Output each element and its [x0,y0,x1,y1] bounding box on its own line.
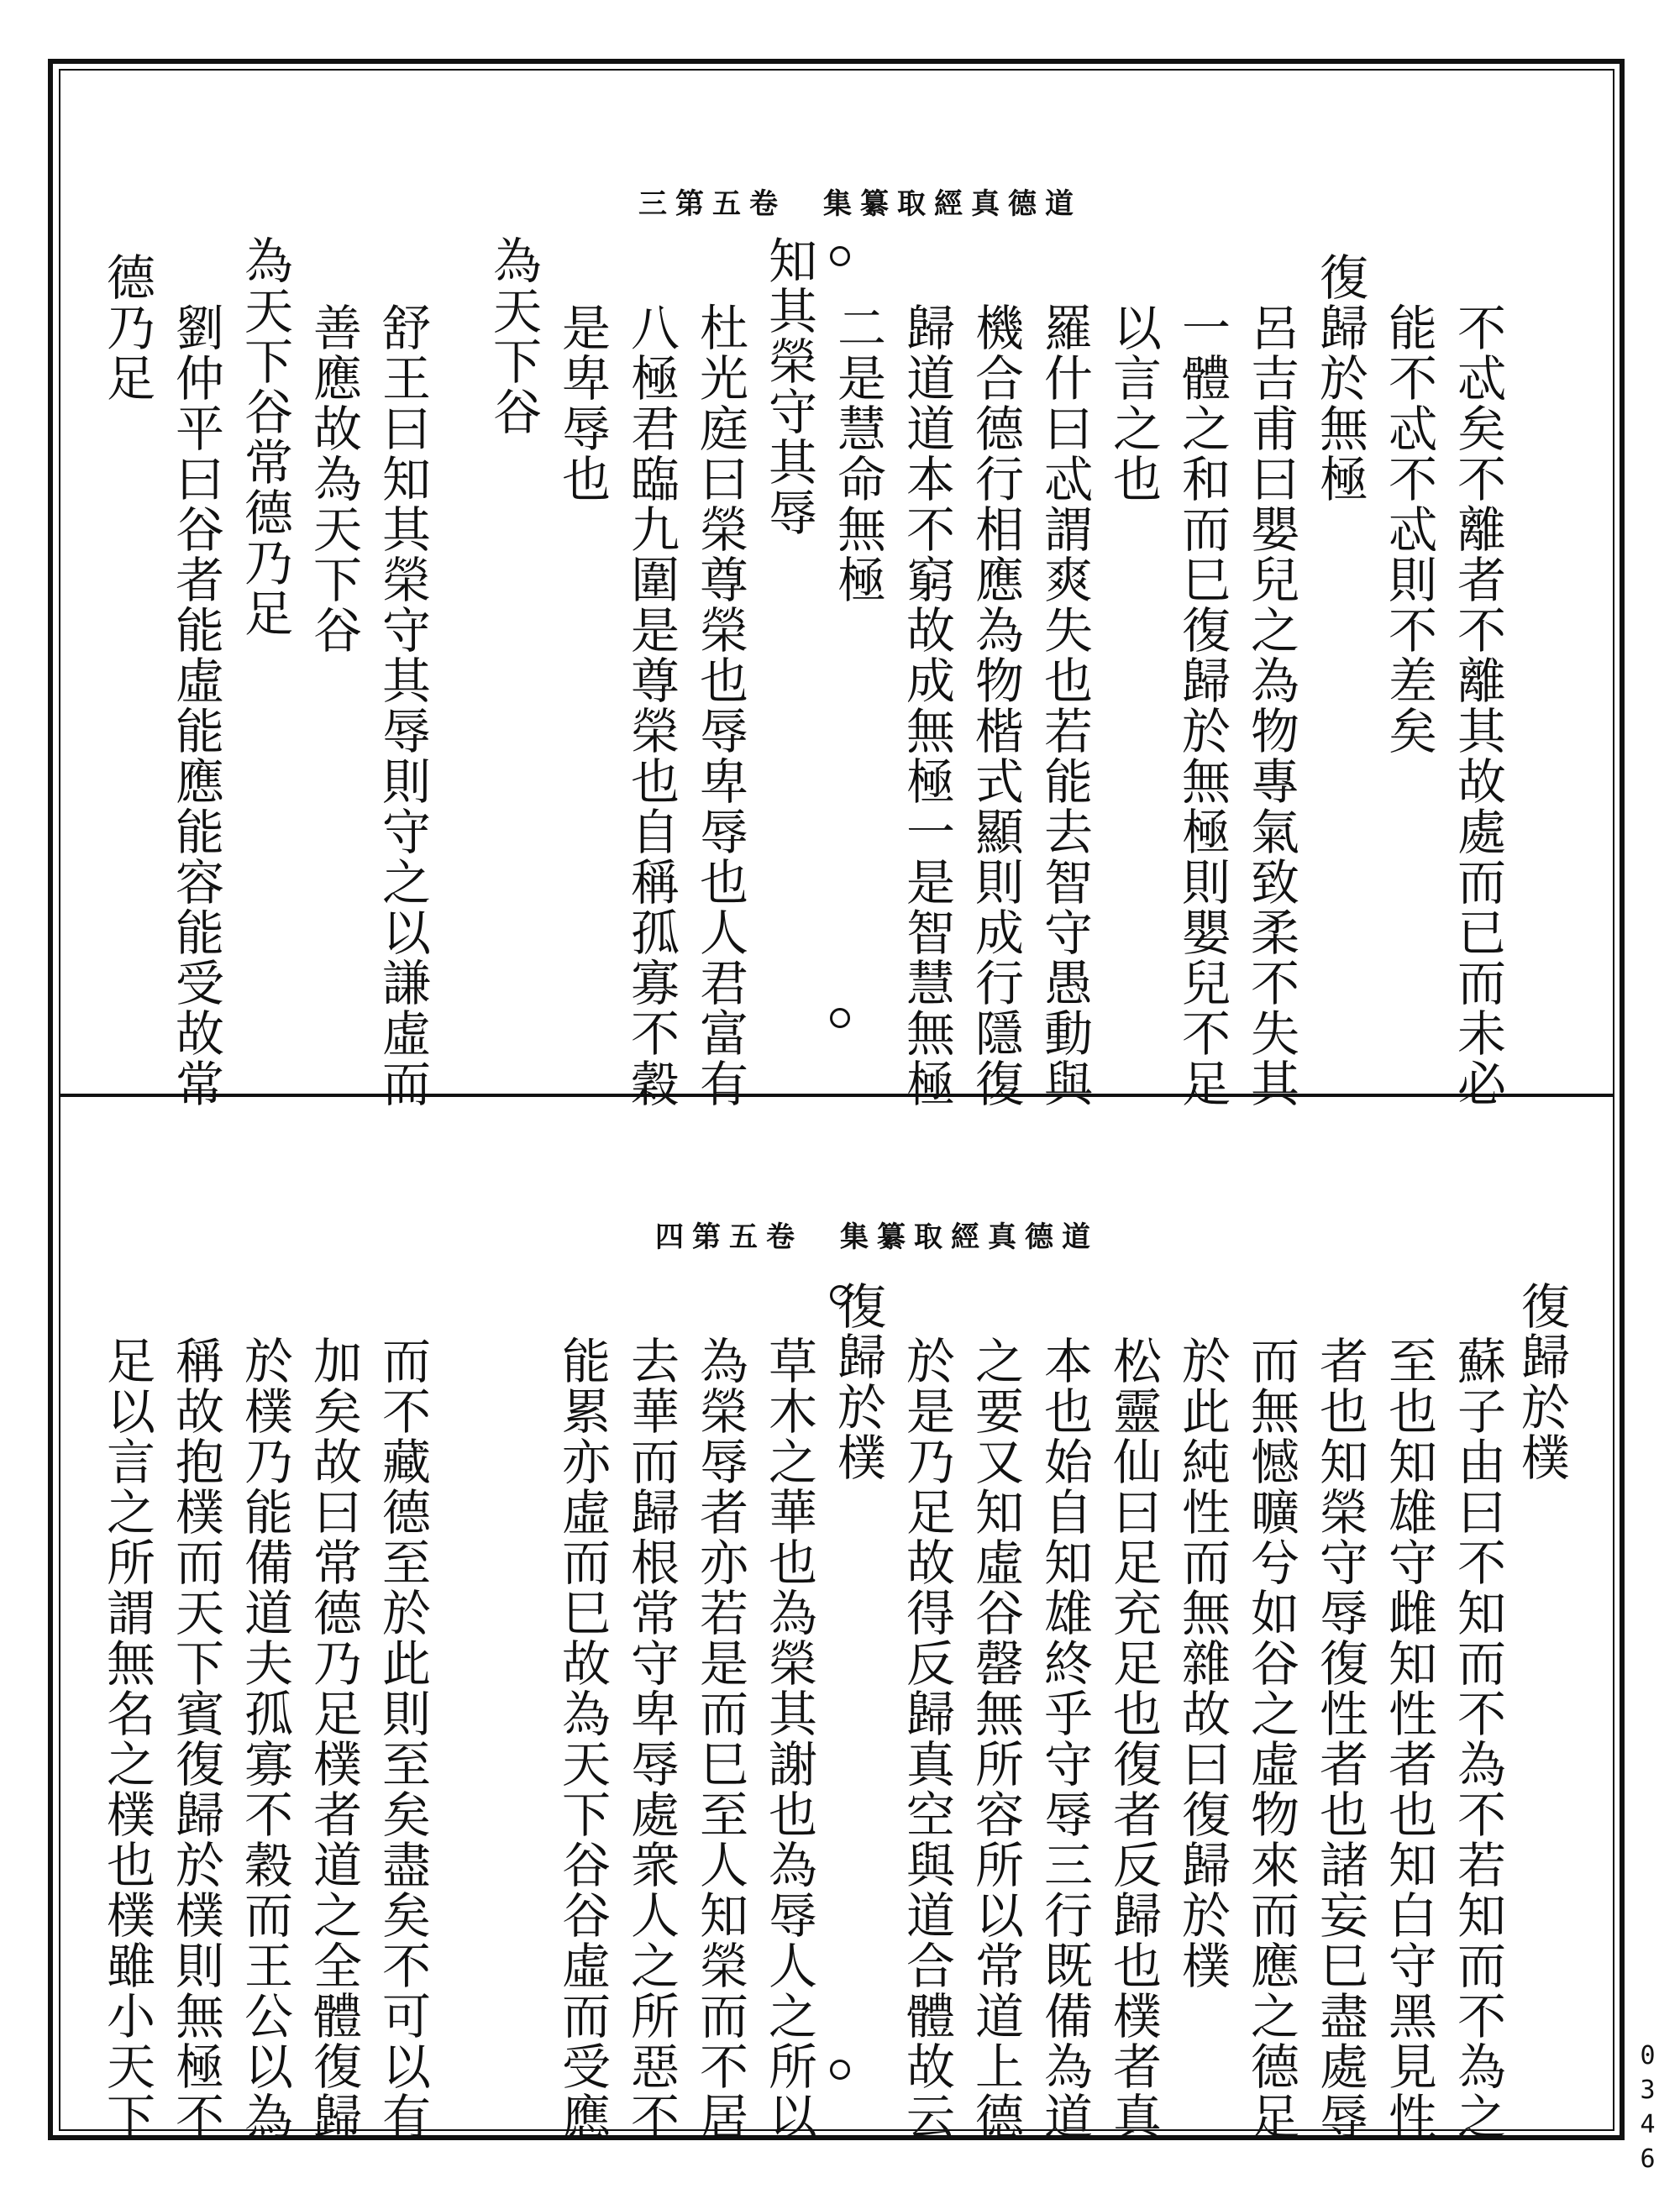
text-column: 機合德行相應為物楷式顯則成行隱復 [967,302,1024,1109]
circle-marker [830,2060,850,2080]
text-column: 稱故抱樸而天下賓復歸於樸則無極不 [167,1336,224,2142]
text-column: 不忒矣不離者不離其故處而已而未必 [1449,302,1506,1109]
text-column: 是卑辱也 [554,302,611,504]
text-column: 歸道道本不窮故成無極一是智慧無極 [898,302,955,1109]
text-column: 以言之也 [1105,302,1162,504]
top-page-header: 三第五卷 集纂取經真德道 [638,187,1082,221]
text-column: 呂吉甫曰嬰兒之為物專氣致柔不失其 [1242,302,1299,1109]
text-column: 八極君臨九圍是尊榮也自稱孤寡不穀 [622,302,680,1109]
text-column: 一體之和而巳復歸於無極則嬰兒不足 [1173,302,1231,1109]
text-column: 德乃足 [98,252,155,403]
text-column: 去華而歸根常守卑辱處衆人之所惡不 [622,1336,680,2142]
text-column: 能不忒不忒則不差矣 [1380,302,1437,756]
text-column: 足以言之所謂無名之樸也樸雖小天下 [98,1336,155,2142]
bottom-page-header: 四第五卷 集纂取經真德道 [655,1220,1099,1254]
text-column: 羅什曰忒謂爽失也若能去智守愚動與 [1036,302,1093,1109]
text-column: 知其榮守其辱 [760,235,817,538]
circle-marker [830,1008,850,1028]
circle-marker [830,246,850,266]
text-column: 為榮辱者亦若是而巳至人知榮而不居 [691,1336,748,2142]
text-column: 為天下谷 [485,235,542,437]
text-column: 而不藏德至於此則至矣盡矣不可以有 [374,1336,431,2142]
page-divider [59,1094,1614,1097]
text-column: 者也知榮守辱復性者也諸妄巳盡處辱 [1311,1336,1368,2142]
text-column: 草木之華也為榮其謝也為辱人之所以 [760,1336,817,2142]
page-number: 0346 [1633,2041,1662,2179]
text-column: 於是乃足故得反歸真空與道合體故云 [898,1336,955,2142]
text-column: 為天下谷常德乃足 [236,235,293,638]
text-column: 善應故為天下谷 [305,302,362,655]
text-column: 復歸於樸 [829,1281,886,1483]
text-column: 蘇子由曰不知而不為不若知而不為之 [1449,1336,1506,2142]
text-column: 於此純性而無雜故曰復歸於樸 [1173,1336,1231,1991]
text-column: 復歸於無極 [1311,252,1368,504]
text-column: 之要又知虛谷罄無所容所以常道上德 [967,1336,1024,2142]
text-column: 至也知雄守雌知性者也知白守黑見性 [1380,1336,1437,2142]
text-column: 松靈仙曰足充足也復者反歸也樸者真 [1105,1336,1162,2142]
text-column: 杜光庭曰榮尊榮也辱卑辱也人君富有 [691,302,748,1109]
text-column: 於樸乃能備道夫孤寡不穀而王公以為 [236,1336,293,2142]
text-column: 本也始自知雄終乎守辱三行既備為道 [1036,1336,1093,2142]
text-column: 劉仲平曰谷者能虛能應能容能受故常 [167,302,224,1109]
circle-marker [830,1285,850,1305]
text-column: 二是慧命無極 [829,302,886,605]
text-column: 能累亦虛而巳故為天下谷谷虛而受應 [554,1336,611,2142]
text-column: 而無憾曠兮如谷之虛物來而應之德足 [1242,1336,1299,2142]
text-column: 舒王曰知其榮守其辱則守之以謙虛而 [374,302,431,1109]
text-column: 加矣故曰常德乃足樸者道之全體復歸 [305,1336,362,2142]
text-column: 復歸於樸 [1513,1281,1570,1483]
